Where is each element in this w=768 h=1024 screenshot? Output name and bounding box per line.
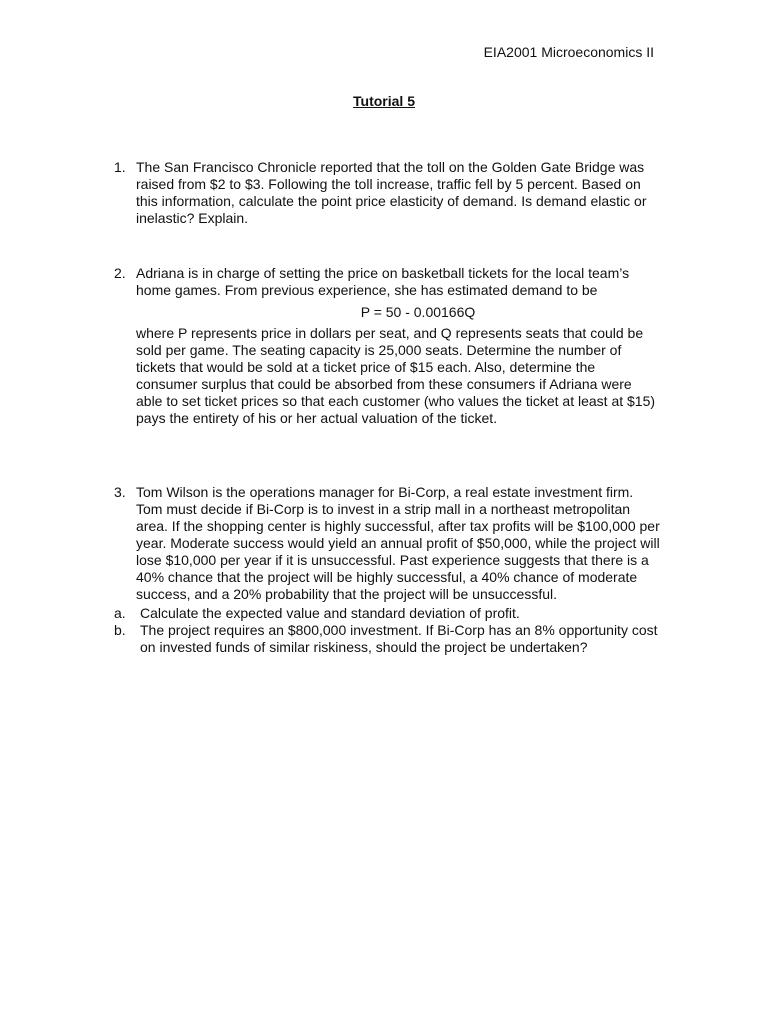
question-body (136, 265, 660, 427)
question-3-part-b (114, 622, 674, 656)
question-text-intro: Adriana is in charge of setting the price on basketball tickets for the local team’s home games. From previous experience, she has estimated demand to be (136, 265, 630, 298)
question-text: The San Francisco Chronicle reported that the toll on the Golden Gate Bridge was raised from $2 to $3. Following the toll increase, traffic fell by 5 percent. Based on this information, calculate the point price elasticity of demand. Is demand elastic or inelastic? Explain. (136, 159, 647, 226)
question-1 (114, 159, 660, 227)
question-3 (114, 484, 660, 603)
part-letter: a. (114, 605, 126, 621)
question-3-part-a (114, 605, 674, 622)
part-letter: b. (114, 622, 126, 638)
question-number: 3. (114, 484, 126, 500)
question-number: 2. (114, 265, 126, 281)
part-text: The project requires an $800,000 investment. If Bi-Corp has an 8% opportunity cost on invested funds of similar riskiness, should the project be undertaken? (140, 622, 658, 655)
question-text-details: where P represents price in dollars per seat, and Q represents seats that could be sold per game. The seating capacity is 25,000 seats. Determine the number of tickets that would be sold at a ticket price of $15 each. Also, determine the consumer surplus that could be absorbed from these consumers if Adriana were able to set ticket prices so that each customer (who values the ticket at least at $15) pays the entirety of his or her actual valuation of the ticket. (136, 325, 656, 426)
part-text: Calculate the expected value and standard deviation of profit. (140, 605, 520, 621)
question-2 (114, 265, 660, 427)
question-number: 1. (114, 159, 126, 175)
demand-equation: P = 50 - 0.00166Q (360, 304, 476, 320)
course-header: EIA2001 Microeconomics II (483, 44, 654, 60)
page-title: Tutorial 5 (353, 93, 415, 109)
question-text: Tom Wilson is the operations manager for Bi-Corp, a real estate investment firm. Tom must decide if Bi-Corp is to invest in a strip mall in a northeast metropolitan area. If the shopping center is highly successful, after tax profits will be $100,000 per year. Moderate success would yield an annual profit of $50,000, while the project will lose $10,000 per year if it is unsuccessful. Past experience suggests that there is a 40% chance that the project will be highly successful, a 40% chance of moderate success, and a 20% probability that the project will be unsuccessful. (136, 484, 660, 602)
